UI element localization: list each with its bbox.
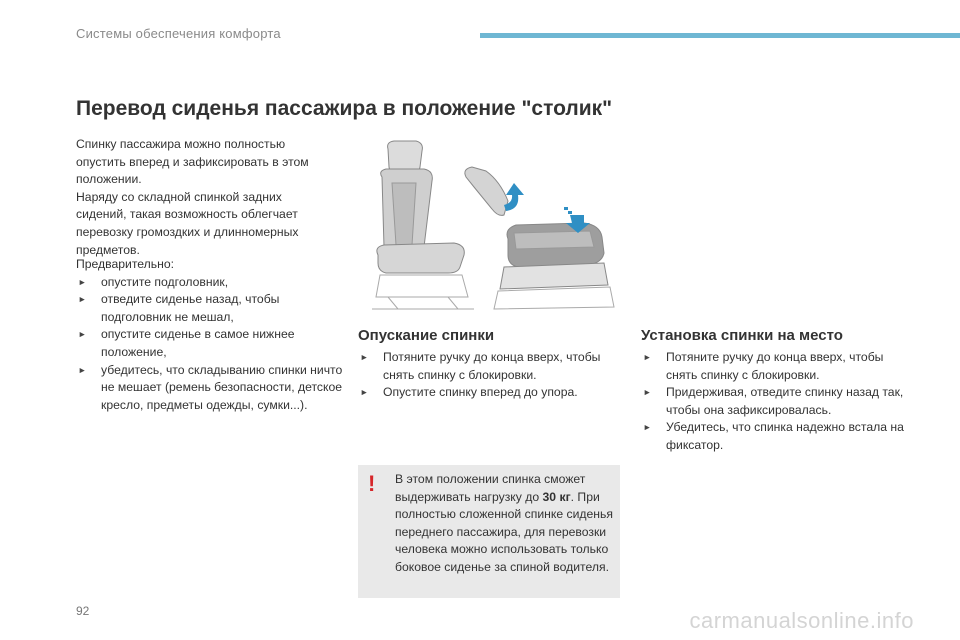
list-item: ► Придерживая, отведите спинку назад так, чтобы она зафиксировалась. bbox=[641, 384, 906, 419]
intro-line: предметов. bbox=[76, 242, 140, 257]
intro-line: перевозку громоздких и длинномерных bbox=[76, 224, 299, 239]
intro-line: Спинку пассажира можно полностью bbox=[76, 137, 286, 151]
page-number: 92 bbox=[76, 604, 90, 618]
intro-line: Наряду со складной спинкой задних bbox=[76, 189, 282, 204]
warning-box bbox=[358, 465, 620, 598]
intro-line: опустить вперед и зафиксировать в этом bbox=[76, 154, 309, 169]
intro-text bbox=[76, 136, 331, 259]
returning-steps bbox=[641, 349, 906, 455]
upright-seat-drawing bbox=[372, 141, 474, 309]
list-item: ► Опустите спинку вперед до упора. bbox=[358, 384, 618, 402]
list-item: ► Убедитесь, что спинка надежно встала на фиксатор. bbox=[641, 419, 906, 454]
list-item: ► отведите сиденье назад, чтобы подголовник не мешал, bbox=[76, 291, 346, 326]
warning-load-limit: 30 кг bbox=[542, 489, 571, 504]
prerequisites bbox=[76, 256, 346, 414]
folded-seat-drawing bbox=[465, 167, 614, 309]
list-item: ► опустите подголовник, bbox=[76, 274, 346, 292]
warning-text-end: . При полностью сложенной спинке сиденья переднего пассажира, для перевозки человека можно использовать только боковое сиденье за спиной водителя. bbox=[395, 489, 613, 574]
warning-icon: ! bbox=[368, 471, 376, 496]
returning-heading: Установка спинки на место bbox=[641, 327, 843, 344]
prerequisites-list bbox=[76, 274, 346, 415]
section-title: Системы обеспечения комфорта bbox=[76, 26, 281, 41]
intro-line: сидений, такая возможность облегчает bbox=[76, 207, 298, 222]
list-item: ► Потяните ручку до конца вверх, чтобы снять спинку с блокировки. bbox=[358, 349, 618, 384]
warning-text-start: В этом положении спинка сможет выдерживать нагрузку до bbox=[395, 472, 586, 504]
prerequisites-title: Предварительно: bbox=[76, 257, 175, 271]
list-item: ► Потяните ручку до конца вверх, чтобы снять спинку с блокировки. bbox=[641, 349, 906, 384]
watermark: carmanualsonline.info bbox=[689, 608, 914, 633]
lowering-heading: Опускание спинки bbox=[358, 327, 495, 344]
page-heading: Перевод сиденья пассажира в положение "столик" bbox=[76, 97, 613, 120]
list-item: ► опустите сиденье в самое нижнее положение, bbox=[76, 326, 346, 361]
arrow-up-icon bbox=[504, 183, 524, 211]
lowering-steps bbox=[358, 349, 618, 402]
seat-illustration bbox=[358, 137, 620, 315]
warning-text bbox=[395, 471, 617, 577]
intro-line: положении. bbox=[76, 172, 142, 187]
header-accent-bar bbox=[480, 33, 960, 38]
list-item: ► убедитесь, что складыванию спинки ничто не мешает (ремень безопасности, детское кресло, предметы одежды, сумки...). bbox=[76, 362, 346, 415]
